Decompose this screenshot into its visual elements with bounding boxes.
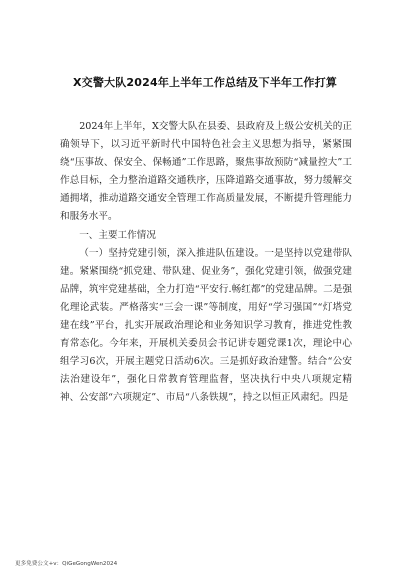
document-title: X交警大队2024年上半年工作总结及下半年工作打算 <box>72 76 338 89</box>
footer-note: 更多免费公文+v：QiGeGongWen2024 <box>15 561 118 567</box>
section-heading-main-work: 一、主要工作情况 <box>79 229 156 241</box>
document-body <box>60 118 352 408</box>
item-one-paragraph: （一）坚持党建引领，深入推进队伍建设。一是坚持以党建带队建。紧紧围绕“抓党建、带队建、促业务”，强化党建引领，做强党建品牌，筑牢党建基础，全力打造“平安行.畅红都”的党建品牌。二是强化理论武装。严格落实“三会一课”等制度，用好“学习强国”“灯塔党建在线”平台，扎实开展政治理论和业务知识学习教育，推进党性教育常态化。今年来，开展机关委员会书记讲专题党课1次，理论中心组学习6次，开展主题党日活动6次。三是抓好政治建警。结合“公安法治建设年”，强化日常教育管理监督，坚决执行中央八项规定精神、公安部“六项规定”、市局“八条铁规”，持之以恒正风肃纪。四是 <box>60 247 352 404</box>
intro-paragraph: 2024年上半年，X交警大队在县委、县政府及上级公安机关的正确领导下，以习近平新时代中国特色社会主义思想为指导，紧紧围绕“压事故、保安全、保畅通”工作思路，聚焦事故预防“减量控大”工作总目标，全力整治道路交通秩序，压降道路交通事故，努力缓解交通拥堵，推动道路交通安全管理工作高质量发展，不断提升管理能力和服务水平。 <box>60 121 352 223</box>
